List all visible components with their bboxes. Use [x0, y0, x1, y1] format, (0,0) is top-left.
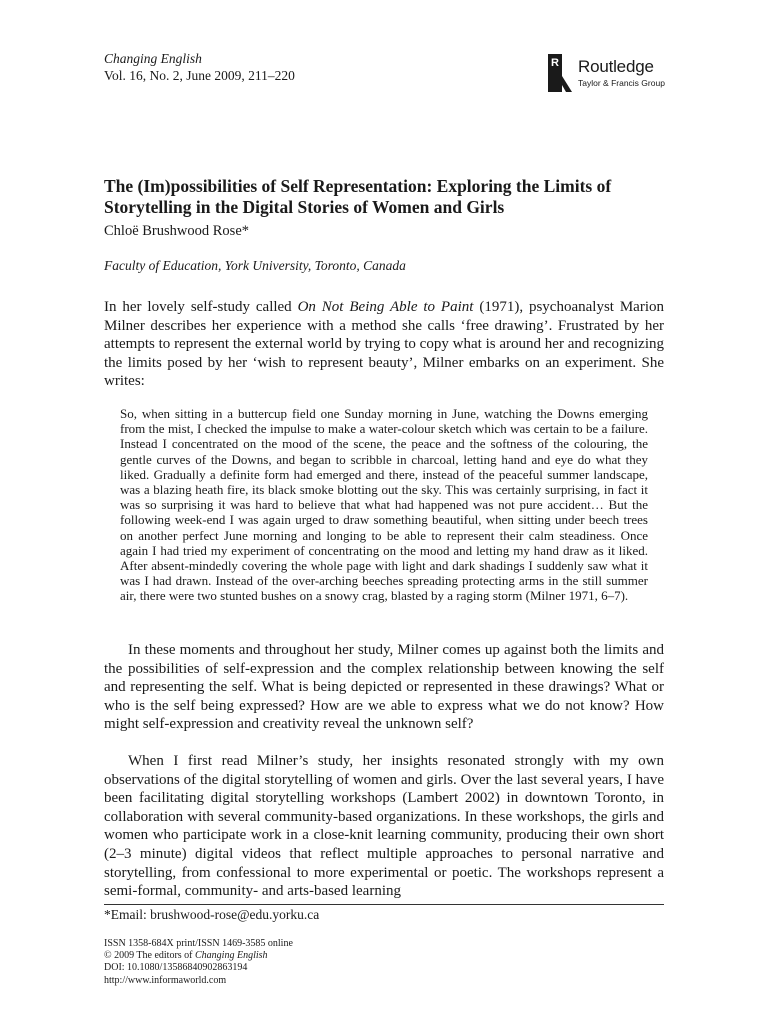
routledge-logo-icon	[548, 54, 572, 92]
doi-line: DOI: 10.1080/13586840902863194	[104, 962, 248, 974]
publisher-group: Taylor & Francis Group	[578, 78, 665, 88]
footnote-email: *Email: brushwood-rose@edu.yorku.ca	[104, 907, 320, 922]
article-page	[104, 0, 664, 1024]
volume-line: Vol. 16, No. 2, June 2009, 211–220	[104, 68, 295, 83]
imprint	[104, 938, 293, 987]
publisher-name: Routledge	[578, 57, 654, 76]
article-author: Chloë Brushwood Rose*	[104, 223, 249, 239]
routledge-logo	[548, 54, 688, 94]
website-link[interactable]: http://www.informaworld.com	[104, 974, 227, 986]
logo-letter: R	[551, 57, 559, 69]
copyright-journal: Changing English	[195, 950, 268, 962]
block-quote: So, when sitting in a buttercup field one Sunday morning in June, watching the Downs emerging from the mist, I checked the impulse to make a water-colour sketch which was certain to be a failure. Instead I concentrated on the mood of the scene, the peace and the softness of the colouring, the gentle curves of the Downs, and began to scribble in charcoal, letting hand and eye do what they liked. Gradually a definite form had emerged and there, instead of the peaceful summer landscape, was a blazing heath fire, its black smoke blotting out the sky. This was certainly surprising, in fact it was so surprising it was hard to believe that what had happened was not pure accident… But the following week-end I was again urged to draw something beautiful, when sitting under beech trees on another perfect June morning and longing to be able to represent their calm steadiness. Once again I had tried my experiment of concentrating on the mood and letting my hand draw as it liked. After absent-mindedly covering the whole page with light and dark shadings I suddenly saw what it was I had drawn. Instead of the over-arching beeches spreading protecting arms in the still summer air, there were two stunted bushes on a snowy crag, blasted by a raging storm (Milner 1971, 6–7).	[120, 406, 648, 604]
paragraph-2: In these moments and throughout her study, Milner comes up against both the limits and the possibilities of self-expression and the complex relationship between knowing the self and representing the self. What is being depicted or represented in these drawings? What or who is the self being expressed? How are we able to express what we do not know? How might self-expression and creativity reveal the unknown self?	[104, 642, 664, 733]
issn-line: ISSN 1358-684X print/ISSN 1469-3585 online	[104, 938, 293, 949]
copyright-line	[104, 950, 293, 962]
paragraph-3: When I first read Milner’s study, her insights resonated strongly with my own observations of the digital storytelling of women and girls. Over the last several years, I have been facilitating digital storytelling workshops (Lambert 2002) in downtown Toronto, in collaboration with several community-based organizations. In these workshops, the girls and women who participate work in a close-knit learning community, producing their own short (2–3 minute) digital videos that reflect multiple approaches to personal narrative and storytelling, from confessional to more experimental or poetic. The workshops represent a semi-formal, community- and arts-based learning	[104, 753, 664, 900]
journal-header	[104, 50, 295, 84]
paragraph-1	[104, 298, 664, 391]
copyright-prefix: © 2009 The editors of	[104, 950, 196, 962]
author-affiliation: Faculty of Education, York University, Toronto, Canada	[104, 258, 406, 273]
article-title: The (Im)possibilities of Self Representation: Exploring the Limits of Storytelling in the Digital Stories of Women and Girls	[104, 176, 612, 217]
journal-name: Changing English	[104, 51, 202, 66]
paragraph-1-start: In her lovely self-study called	[104, 299, 298, 315]
paragraph-1-end: (1971), psychoanalyst Marion Milner describes her experience with a method she calls ‘free drawing’. Frustrated by her attempts to represent the external world by trying to copy what is around her and recognizing the limits posed by her ‘wish to represent beauty’, Milner embarks on an experiment. She writes:	[104, 299, 665, 390]
book-title: On Not Being Able to Paint	[297, 299, 474, 315]
footnote-divider	[104, 904, 664, 905]
